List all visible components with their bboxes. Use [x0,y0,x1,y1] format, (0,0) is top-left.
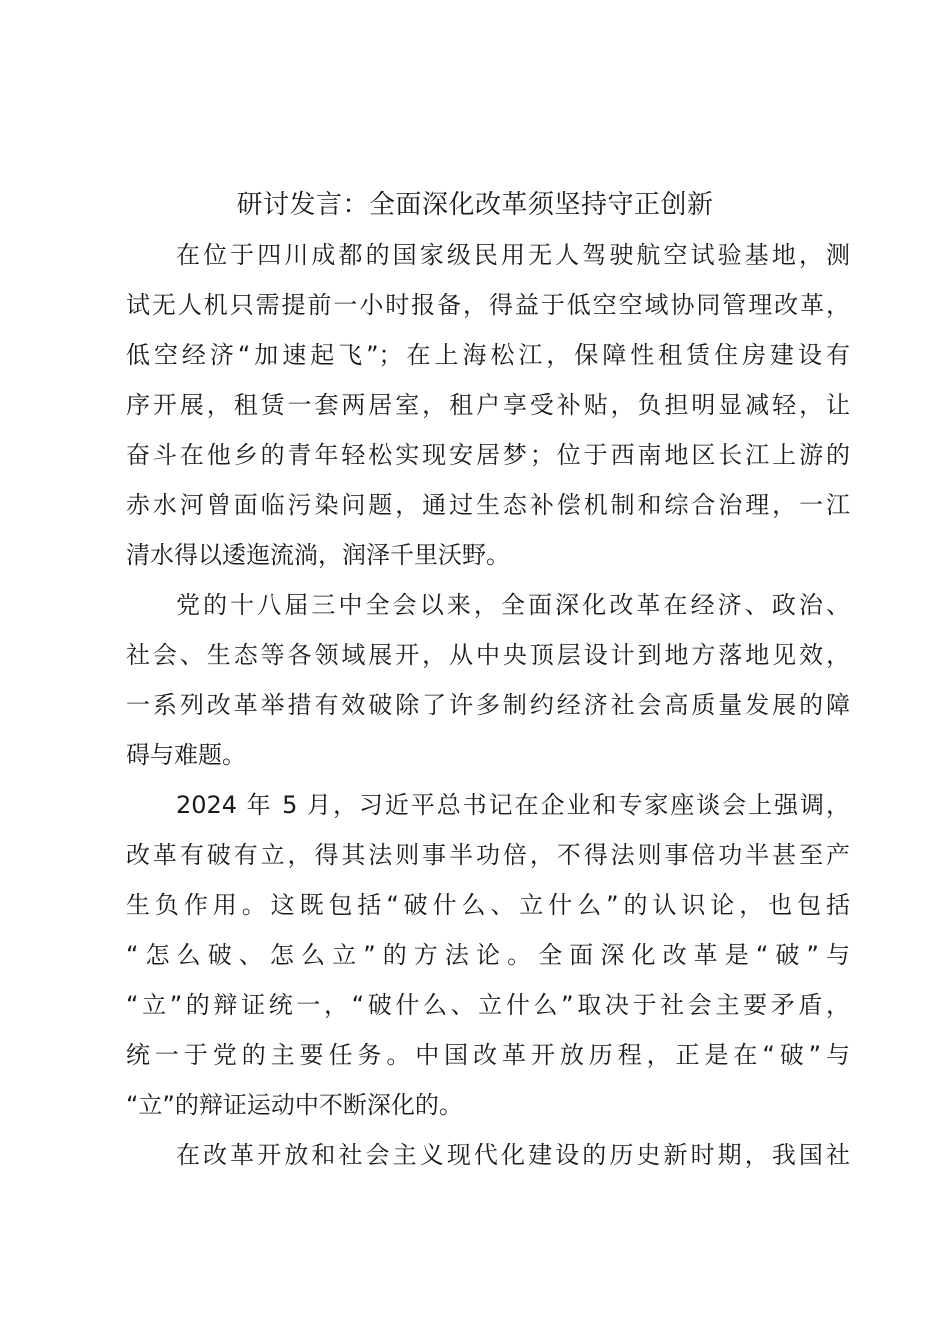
document-title: 研讨发言：全面深化改革须坚持守正创新 [236,190,714,220]
paragraph-2 [126,580,850,780]
text-line: “立”的辩证运动中不断深化的。 [126,1091,463,1119]
text-line: 改革有破有立，得其法则事半功倍，不得法则事倍功半甚至产 [126,841,850,869]
text-line: 生负作用。这既包括“破什么、立什么”的认识论，也包括 [126,891,850,919]
paragraph-4 [126,1130,850,1180]
paragraph-1 [126,230,850,580]
text-line: 2024 年 5 月，习近平总书记在企业和专家座谈会上强调， [176,791,850,819]
text-line: “立”的辩证统一，“破什么、立什么”取决于社会主要矛盾， [126,991,850,1019]
text-line: 社会、生态等各领域展开，从中央顶层设计到地方落地见效， [126,641,850,669]
text-line: 赤水河曾面临污染问题，通过生态补偿机制和综合治理，一江 [126,491,850,519]
paragraph-3 [126,780,850,1130]
text-line: 碍与难题。 [126,741,246,769]
text-line: 党的十八届三中全会以来，全面深化改革在经济、政治、 [176,591,850,619]
text-line: 低空经济“加速起飞”；在上海松江，保障性租赁住房建设有 [126,341,850,369]
text-line: 试无人机只需提前一小时报备，得益于低空空域协同管理改革， [126,291,850,319]
text-line: 序开展，租赁一套两居室，租户享受补贴，负担明显减轻，让 [126,391,850,419]
text-line: 奋斗在他乡的青年轻松实现安居梦；位于西南地区长江上游的 [126,441,850,469]
text-line: 在位于四川成都的国家级民用无人驾驶航空试验基地，测 [176,241,850,269]
document-body [126,230,850,1180]
text-line: 清水得以逶迤流淌，润泽千里沃野。 [126,541,510,569]
text-line: 一系列改革举措有效破除了许多制约经济社会高质量发展的障 [126,691,850,719]
text-line: 统一于党的主要任务。中国改革开放历程，正是在“破”与 [126,1041,850,1069]
text-line: 在改革开放和社会主义现代化建设的历史新时期，我国社 [176,1141,850,1169]
text-line: “怎么破、怎么立”的方法论。全面深化改革是“破”与 [126,941,850,969]
